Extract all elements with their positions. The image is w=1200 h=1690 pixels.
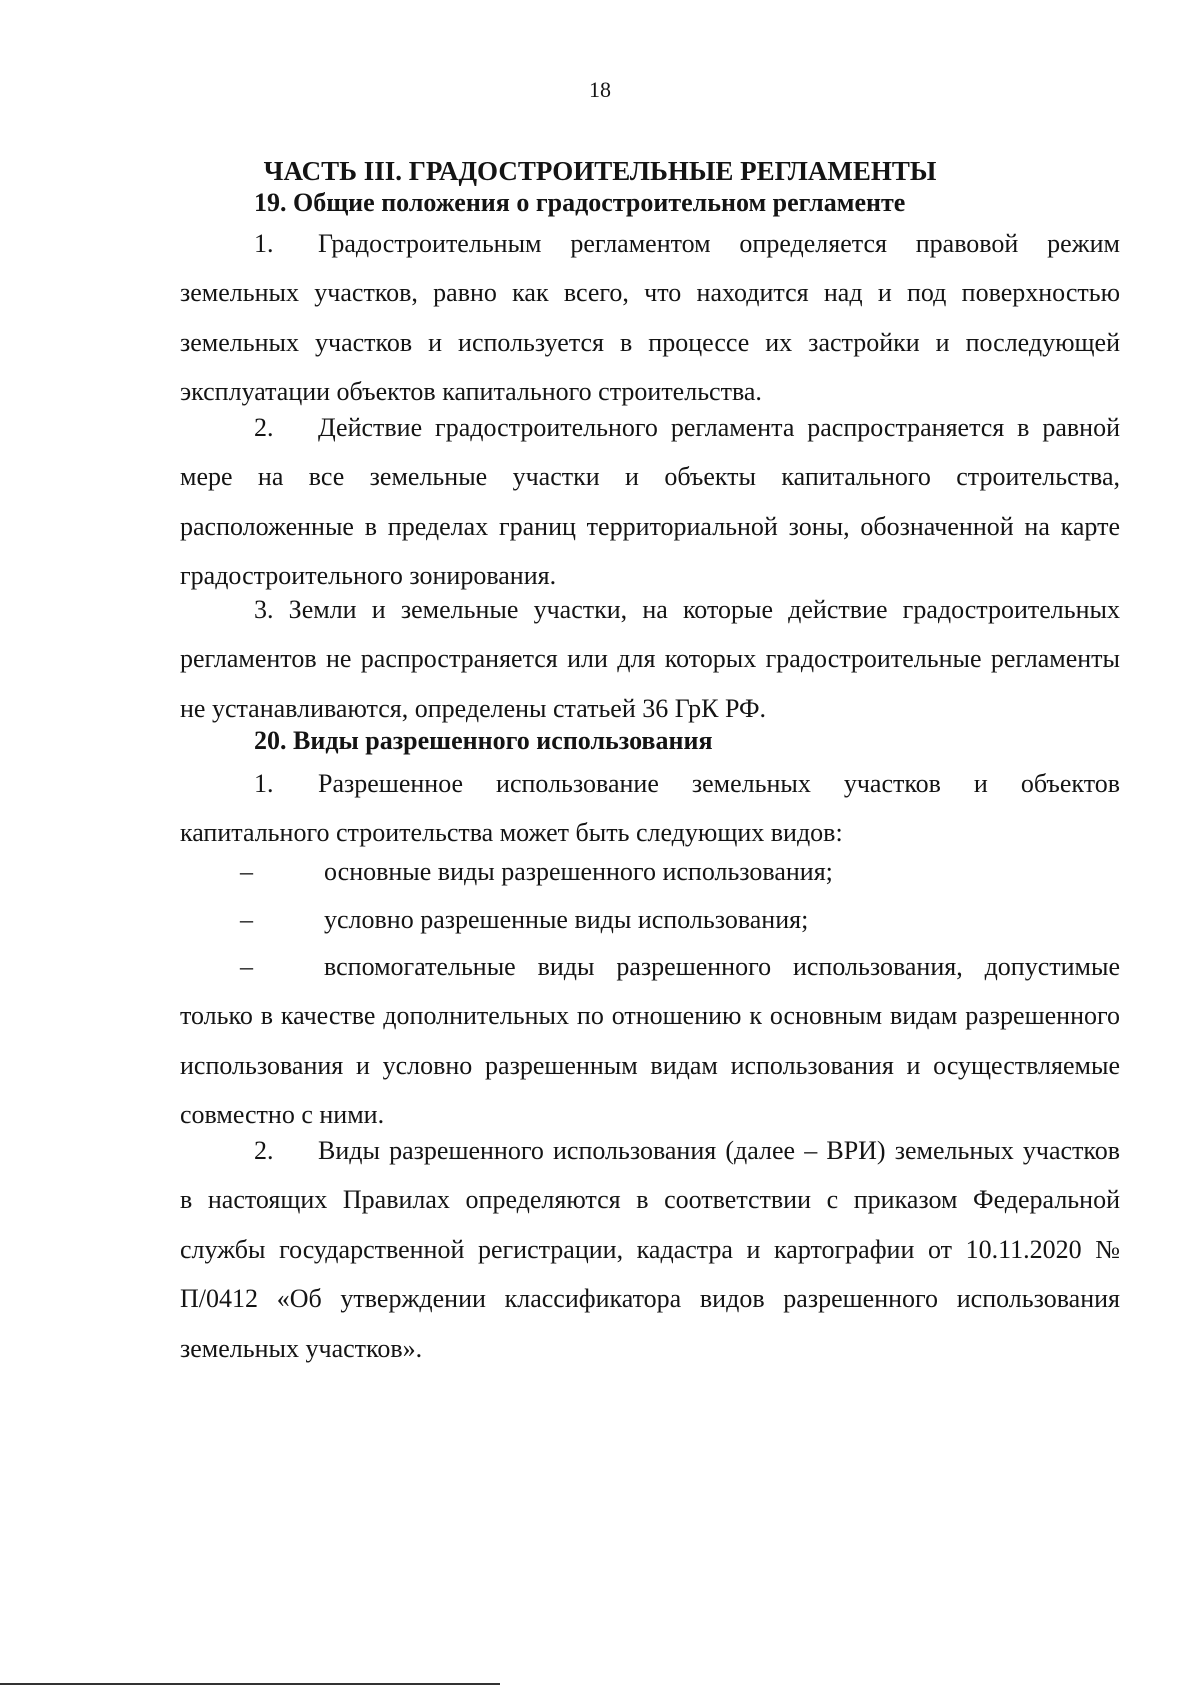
section-19-item-1 <box>180 219 1120 417</box>
list-item <box>180 942 1120 1140</box>
section-19-item-3: 3. Земли и земельные участки, на которые действие градостроительных регламентов не распространяется или для которых градостроительные регламенты не устанавливаются, определены статьей 36 ГрК РФ. <box>180 595 1120 723</box>
item-text: Разрешенное использование земельных участков и объектов капитального строительства может быть следующих видов: <box>180 769 1120 848</box>
item-text: Градостроительным регламентом определяется правовой режим земельных участков, равно как всего, что находится над и под поверхностью земельных участков и используется в процессе их застройки и последующей эксплуатации объектов капитального строительства. <box>180 229 1120 407</box>
dash-marker: – <box>240 952 253 981</box>
list-item-text: условно разрешенные виды использования; <box>324 905 809 934</box>
section-20-item-2 <box>180 1126 1120 1373</box>
page-number: 18 <box>589 77 611 102</box>
item-number: 1. <box>254 229 274 258</box>
list-item <box>180 847 1120 896</box>
list-item-text: вспомогательные виды разрешенного использования, допустимые только в качестве дополнительных по отношению к основным видам разрешенного использования и условно разрешенным видам использования и осуществляемые совместно с ними. <box>180 952 1120 1130</box>
item-text: Действие градостроительного регламента распространяется в равной мере на все земельные участки и объекты капитального строительства, расположенные в пределах границ территориальной зоны, обозначенной на карте градостроительного зонирования. <box>180 413 1120 591</box>
section-20-heading: 20. Виды разрешенного использования <box>254 726 713 755</box>
dash-marker: – <box>240 857 253 886</box>
item-number: 2. <box>254 413 274 442</box>
section-20-item-1 <box>180 759 1120 858</box>
section-19-heading: 19. Общие положения о градостроительном регламенте <box>254 188 906 217</box>
item-number: 1. <box>254 769 274 798</box>
item-text: Виды разрешенного использования (далее – ВРИ) земельных участков в настоящих Правилах определяются в соответствии с приказом Федеральной службы государственной регистрации, кадастра и картографии от 10.11.2020 № П/0412 «Об утверждении классификатора видов разрешенного использования земельных участков». <box>180 1136 1120 1363</box>
section-19-item-2 <box>180 403 1120 601</box>
list-item-text: основные виды разрешенного использования; <box>324 857 833 886</box>
part-title: ЧАСТЬ III. ГРАДОСТРОИТЕЛЬНЫЕ РЕГЛАМЕНТЫ <box>263 156 937 186</box>
item-number: 2. <box>254 1136 274 1165</box>
dash-marker: – <box>240 905 253 934</box>
bottom-rule <box>0 1683 500 1685</box>
list-item <box>180 895 1120 944</box>
